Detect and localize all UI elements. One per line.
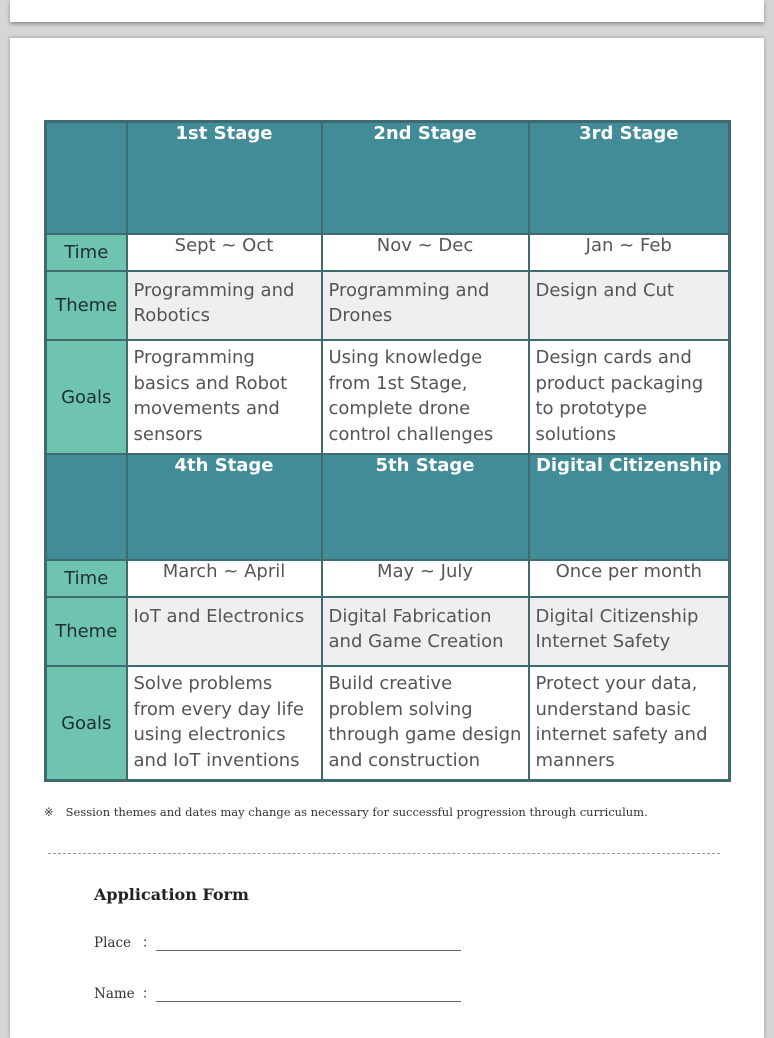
document-page [10,38,764,1038]
goals-cell: Programming basics and Robot movements and sensors [127,340,322,454]
time-cell: Sept ~ Oct [127,234,322,271]
theme-cell: Digital Citizenship Internet Safety [529,597,730,666]
stage-header: 4th Stage [127,454,322,560]
stage-header: 2nd Stage [322,122,529,235]
time-row [46,560,730,597]
goals-cell: Using knowledge from 1st Stage, complete drone control challenges [322,340,529,454]
goals-cell: Solve problems from every day life using electronics and IoT inventions [127,666,322,781]
goals-row [46,340,730,454]
disclaimer-note [44,805,648,819]
theme-cell: Programming and Robotics [127,271,322,340]
time-cell: Once per month [529,560,730,597]
previous-page-edge [10,0,764,22]
field-colon: ： [142,986,156,1002]
goals-label: Goals [46,666,127,781]
theme-row [46,597,730,666]
theme-label: Theme [46,597,127,666]
form-title: Application Form [94,885,249,904]
goals-cell: Protect your data, understand basic internet safety and manners [529,666,730,781]
goals-label: Goals [46,340,127,454]
stage-header: 5th Stage [322,454,529,560]
header-corner-cell [46,454,127,560]
field-colon: ： [142,935,156,951]
time-row [46,234,730,271]
name-field [94,982,461,1002]
schedule-table [44,120,731,782]
time-label: Time [46,560,127,597]
stage-header: 3rd Stage [529,122,730,235]
time-cell: Jan ~ Feb [529,234,730,271]
stage-header: Digital Citizenship [529,454,730,560]
cut-line [48,853,720,854]
stage-header: 1st Stage [127,122,322,235]
theme-label: Theme [46,271,127,340]
field-label: Name [94,986,135,1002]
time-cell: May ~ July [322,560,529,597]
theme-cell: IoT and Electronics [127,597,322,666]
time-cell: Nov ~ Dec [322,234,529,271]
place-input-line[interactable] [156,934,461,951]
goals-cell: Design cards and product packaging to prototype solutions [529,340,730,454]
header-corner-cell [46,122,127,235]
stage-header-row [46,454,730,560]
theme-cell: Design and Cut [529,271,730,340]
reference-mark-icon: ※ [44,805,54,819]
time-label: Time [46,234,127,271]
name-input-line[interactable] [156,985,461,1002]
goals-cell: Build creative problem solving through game design and construction [322,666,529,781]
theme-cell: Programming and Drones [322,271,529,340]
goals-row [46,666,730,781]
theme-row [46,271,730,340]
place-field [94,931,461,951]
disclaimer-text: Session themes and dates may change as necessary for successful progression through curriculum. [65,805,648,819]
time-cell: March ~ April [127,560,322,597]
field-label: Place [94,935,131,951]
theme-cell: Digital Fabrication and Game Creation [322,597,529,666]
stage-header-row [46,122,730,235]
